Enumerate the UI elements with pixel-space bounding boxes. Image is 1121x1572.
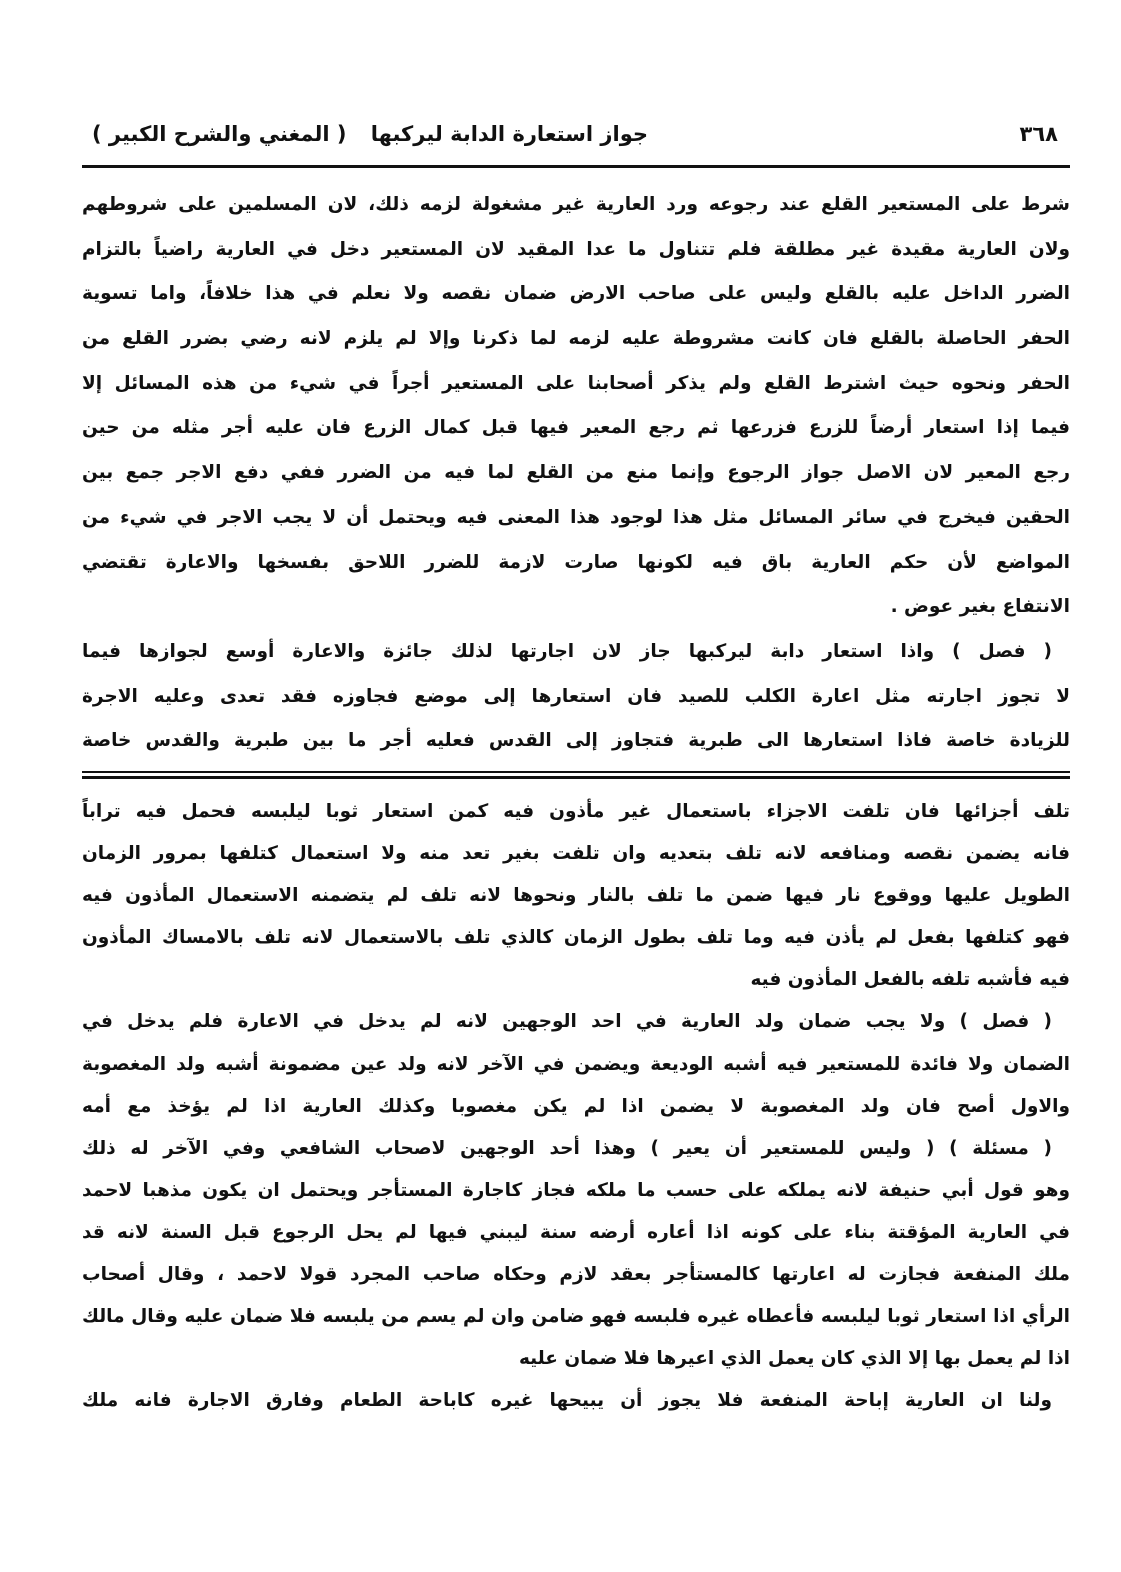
text-line: الرأي اذا استعار ثوبا ليلبسه فأعطاه غيره فلبسه فهو ضامن وان لم يسم من يلبسه فلا ضمان عليه وقال مالك [82,1306,1070,1328]
main-text [82,183,1070,764]
text-line: الانتفاع بغير عوض . [890,596,1070,618]
text-line: الطويل عليها ووقوع نار فيها ضمن ما تلف بالنار ونحوها لانه تلف لم يتضمنه الاستعمال المأذون فيه [82,885,1070,907]
text-line: الحفر الحاصلة بالقلع فان كانت مشروطة عليه لزمه لما ذكرنا وإلا لم يلزم لانه رضي بضرر القلع من [82,328,1070,350]
text-line: المواضع لأن حكم العارية باق فيه لكونها صارت لازمة للضرر اللاحق بفسخها والاعارة تقتضي [82,551,1070,573]
section-title: جواز استعارة الدابة ليركبها [370,122,648,146]
text-line: فانه يضمن نقصه ومنافعه لانه تلف بتعديه وان تلفت بغير تعد منه ولا استعمال كتلفها بمرور الزمان [82,843,1070,865]
text-line: فهو كتلفها بفعل لم يأذن فيه وما تلف بطول الزمان كالذي تلف بالاستعمال لانه تلف بالامساك المأذون [82,927,1070,949]
text-line: فيه فأشبه تلفه بالفعل المأذون فيه [750,969,1070,991]
commentary-text [82,791,1070,1422]
text-line: اذا لم يعمل بها إلا الذي كان يعمل الذي اعيرها فلا ضمان عليه [518,1348,1070,1370]
text-line: وهو قول أبي حنيفة لانه يملكه على حسب ما ملكه فجاز كاجارة المستأجر ويحتمل ان يكون مذهبا لاحمد [82,1179,1070,1201]
text-line: ( مسئلة ) ( وليس للمستعير أن يعير ) وهذا أحد الوجهين لاصحاب الشافعي وفي الآخر له ذلك [82,1137,1052,1159]
text-line: تلف أجزائها فان تلفت الاجزاء باستعمال غير مأذون فيه كمن استعار ثوبا ليلبسه فحمل فيه تراباً [82,801,1070,822]
text-line: في العارية المؤقتة بناء على كونه اذا أعاره أرضه سنة ليبني فيها لم يحل الرجوع قبل السنة لانه قد [82,1221,1070,1243]
text-line: الحقين فيخرج في سائر المسائل مثل هذا لوجود هذا المعنى فيه ويحتمل أن لا يجب الاجر في شيء من [82,506,1070,528]
footnote-divider-thick [82,776,1070,779]
text-line: لا تجوز اجارته مثل اعارة الكلب للصيد فان استعارها إلى موضع فجاوزه فقد تعدى وعليه الاجرة [82,685,1070,707]
text-line: فيما إذا استعار أرضاً للزرع فزرعها ثم رجع المعير فيها قبل كمال الزرع فان عليه أجر مثله من حين [82,417,1070,439]
text-line: ( فصل ) واذا استعار دابة ليركبها جاز لان اجارتها لذلك جائزة والاعارة أوسع لجوازها فيما [82,640,1052,662]
footnote-divider [82,771,1070,773]
text-line: ملك المنفعة فجازت له اعارتها كالمستأجر بعقد لازم وحكاه صاحب المجرد قولا لاحمد ، وقال أصحاب [82,1264,1070,1286]
text-line: شرط على المستعير القلع عند رجوعه ورد العارية غير مشغولة لزمه ذلك، لان المسلمين على شروطهم [82,194,1070,215]
book-title: ( المغني والشرح الكبير ) [92,122,347,146]
text-line: رجع المعير لان الاصل جواز الرجوع وإنما منع من القلع لما فيه من الضرر ففي دفع الاجر جمع بين [82,462,1070,484]
text-line: الضرر الداخل عليه بالقلع وليس على صاحب الارض ضمان نقصه ولا نعلم في هذا خلافاً، واما تسوية [82,283,1070,305]
running-header [82,118,1068,158]
text-line: ولان العارية مقيدة غير مطلقة فلم تتناول ما عدا المقيد لان المستعير دخل في العارية راضياً بالتزام [82,238,1070,260]
text-line: ( فصل ) ولا يجب ضمان ولد العارية في احد الوجهين لانه لم يدخل في الاعارة فلم يدخل في [82,1011,1052,1033]
text-line: ولنا ان العارية إباحة المنفعة فلا يجوز أن يبيحها غيره كاباحة الطعام وفارق الاجارة فانه ملك [82,1390,1052,1412]
page-number: ٣٦٨ [1019,122,1058,146]
text-line: الضمان ولا فائدة للمستعير فيه أشبه الوديعة ويضمن في الآخر لانه ولد عين مضمونة أشبه ولد المغصوبة [82,1053,1070,1075]
text-line: للزيادة خاصة فاذا استعارها الى طبرية فتجاوز إلى القدس فعليه أجر ما بين طبرية والقدس خاصة [82,730,1070,752]
text-line: والاول أصح فان ولد المغصوبة لا يضمن اذا لم يكن مغصوبا وكذلك العارية اذا لم يؤخذ مع أمه [82,1095,1070,1117]
header-rule [82,165,1070,168]
text-line: الحفر ونحوه حيث اشترط القلع ولم يذكر أصحابنا على المستعير أجراً في شيء من هذه المسائل إلا [82,372,1070,394]
